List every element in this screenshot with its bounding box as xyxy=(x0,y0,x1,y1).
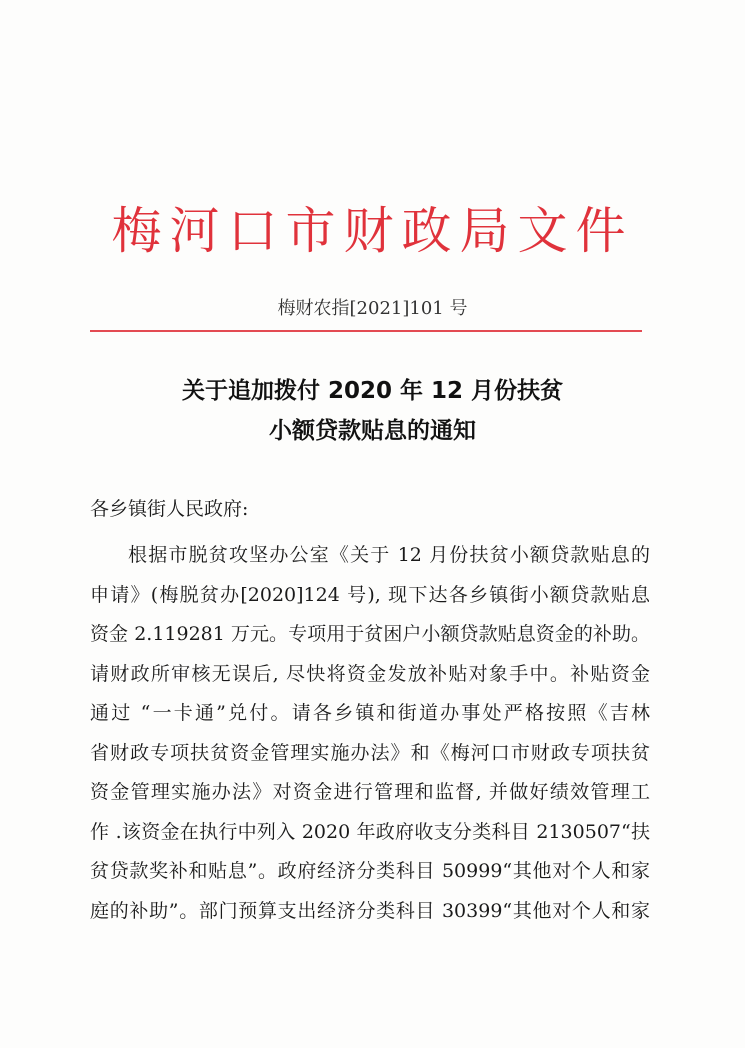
notice-title-line-1: 关于追加拨付 2020 年 12 月份扶贫 xyxy=(181,378,564,404)
notice-title-line-2: 小额贷款贴息的通知 xyxy=(269,418,476,444)
red-divider-line xyxy=(90,330,642,332)
body-line: 通过 “一卡通”兑付。请各乡镇和街道办事处严格按照《吉林 xyxy=(90,702,650,724)
body-line: 根据市脱贫攻坚办公室《关于 12 月份扶贫小额贷款贴息的 xyxy=(128,544,650,566)
body-line: 省财政专项扶贫资金管理实施办法》和《梅河口市财政专项扶贫 xyxy=(90,741,650,764)
document-number: 梅财农指[2021]101 号 xyxy=(277,298,468,319)
body-paragraph xyxy=(90,536,650,931)
body-line: 资金 2.119281 万元。专项用于贫困户小额贷款贴息资金的补助。 xyxy=(90,623,650,645)
body-line: 请财政所审核无误后, 尽快将资金发放补贴对象手中。补贴资金 xyxy=(90,662,650,685)
body-line: 申请》(梅脱贫办[2020]124 号), 现下达各乡镇街小额贷款贴息 xyxy=(90,583,650,606)
body-line: 资金管理实施办法》对资金进行管理和监督, 并做好绩效管理工 xyxy=(90,781,650,803)
salutation: 各乡镇街人民政府: xyxy=(90,498,249,520)
body-line: 贫贷款奖补和贴息”。政府经济分类科目 50999“其他对个人和家 xyxy=(90,860,650,882)
body-line: 作 .该资金在执行中列入 2020 年政府收支分类科目 2130507“扶 xyxy=(90,820,650,843)
issuer-header: 梅河口市财政局文件 xyxy=(111,202,634,260)
body-line: 庭的补助”。部门预算支出经济分类科目 30399“其他对个人和家 xyxy=(90,899,650,922)
